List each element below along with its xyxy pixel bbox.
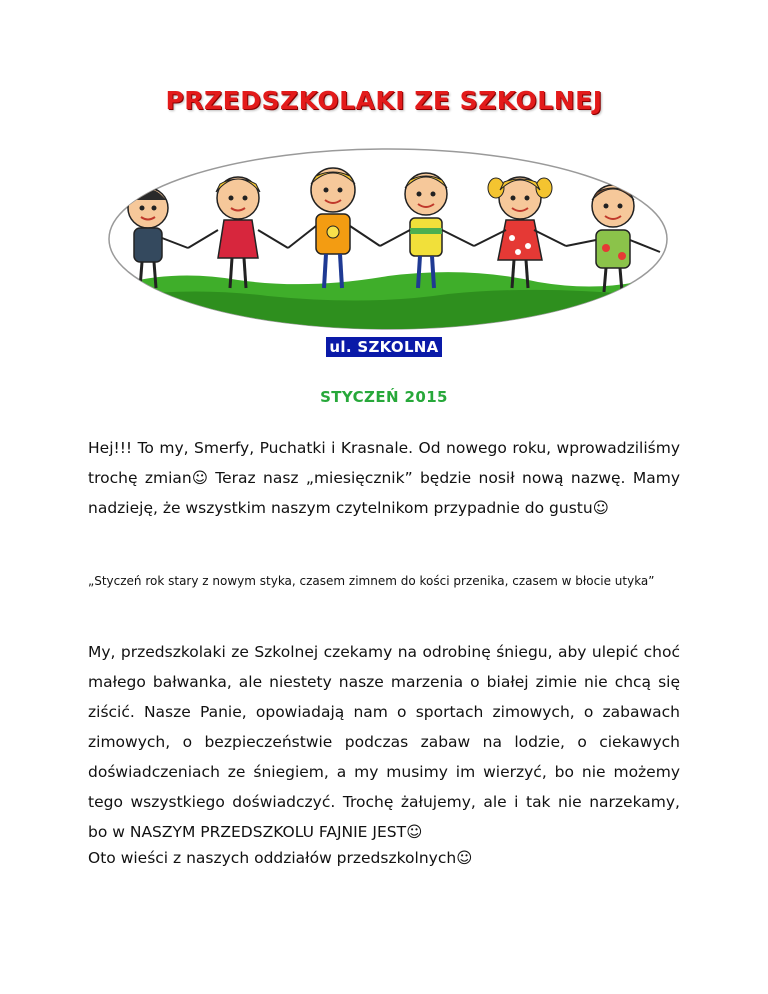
proverb-quote: „Styczeń rok stary z nowym styka, czasem zimnem do kości przenika, czasem w błocie utyka” (88, 574, 655, 588)
issue-month: STYCZEŃ 2015 (320, 388, 448, 406)
street-label-wrapper (0, 337, 768, 357)
news-intro-paragraph: Oto wieści z naszych oddziałów przedszkolnych☺ (88, 849, 473, 867)
street-label: ul. SZKOLNA (326, 337, 441, 357)
intro-paragraph: Hej!!! To my, Smerfy, Puchatki i Krasnale. Od nowego roku, wprowadziliśmy trochę zmian☺ Teraz nasz „miesięcznik” będzie nosił nową nazwę. Mamy nadzieję, że wszystkim naszym czytelnikom przypadnie do gustu☺ (88, 439, 680, 517)
newsletter-title: PRZEDSZKOLAKI ZE SZKOLNEJ (165, 86, 603, 115)
children-banner-image (108, 148, 668, 330)
winter-paragraph: My, przedszkolaki ze Szkolnej czekamy na odrobinę śniegu, aby ulepić choć małego bałwanka, ale niestety nasze marzenia o białej zimie nie chcą się ziścić. Nasze Panie, opowiadają nam o sportach zimowych, o zabawach zimowych, o bezpieczeństwie podczas zabaw na lodzie, o ciekawych doświadczeniach ze śniegiem, a my musimy im wierzyć, bo nie możemy tego wszystkiego doświadczyć. Trochę żałujemy, ale i tak nie narzekamy, bo w NASZYM PRZEDSZKOLU FAJNIE JEST☺ (88, 643, 680, 841)
